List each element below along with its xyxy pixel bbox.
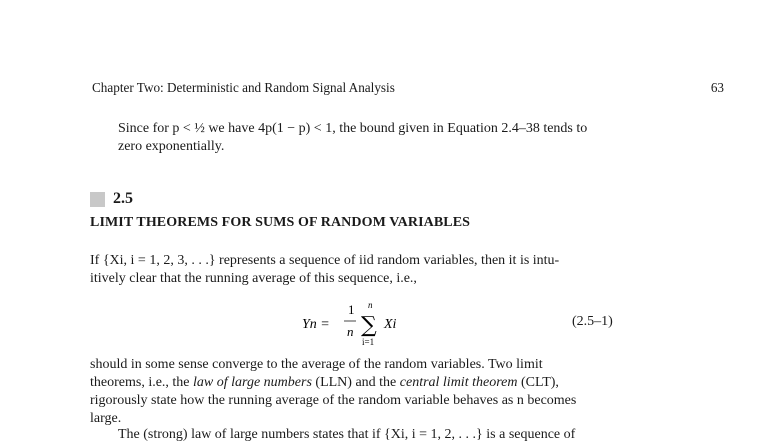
term-clt: central limit theorem: [399, 375, 518, 390]
section-title: LIMIT THEOREMS FOR SUMS OF RANDOM VARIABLES: [90, 215, 471, 230]
paragraph-limit-theorems: [90, 356, 622, 428]
equation-term: Xi: [384, 317, 397, 332]
equation-running-average: [300, 300, 430, 350]
page-number: 63: [710, 80, 724, 95]
equation-fraction-numerator: 1: [348, 302, 355, 317]
paragraph-line: [90, 374, 622, 392]
paragraph-line: should in some sense converge to the average of the random variables. Two limit: [90, 357, 543, 372]
page-header: [92, 80, 724, 96]
equation-number: (2.5–1): [572, 314, 613, 329]
equation-lhs: Yn =: [302, 317, 330, 332]
paragraph-bound: [118, 120, 624, 156]
section-marker: [90, 192, 105, 207]
paragraph-line: large.: [90, 411, 122, 426]
paragraph-line: If {Xi, i = 1, 2, 3, . . .} represents a sequence of iid random variables, then it is intu-: [90, 253, 560, 268]
text-run: (CLT),: [517, 375, 559, 390]
term-lln: law of large numbers: [193, 375, 312, 390]
text-run: (LLN) and the: [311, 375, 400, 390]
paragraph-line: itively clear that the running average of this sequence, i.e.,: [90, 271, 417, 286]
equation-fraction-denominator: n: [347, 324, 354, 339]
paragraph-intro: [90, 252, 620, 288]
chapter-title: Chapter Two: Deterministic and Random Signal Analysis: [92, 80, 395, 95]
paragraph-line: rigorously state how the running average of the random variable behaves as n becomes: [90, 393, 577, 408]
section-number: 2.5: [113, 190, 133, 207]
paragraph-line: Since for p < ½ we have 4p(1 − p) < 1, the bound given in Equation 2.4–38 tends to: [118, 121, 588, 136]
sum-lower-limit: i=1: [362, 337, 375, 347]
summation-sign: ∑: [361, 313, 377, 338]
paragraph-line: zero exponentially.: [118, 139, 225, 154]
sum-upper-limit: n: [368, 300, 373, 310]
paragraph-line: The (strong) law of large numbers states that if {Xi, i = 1, 2, . . .} is a sequence of: [118, 427, 576, 442]
paragraph-lln: [118, 426, 624, 444]
text-run: theorems, i.e., the: [90, 375, 194, 390]
